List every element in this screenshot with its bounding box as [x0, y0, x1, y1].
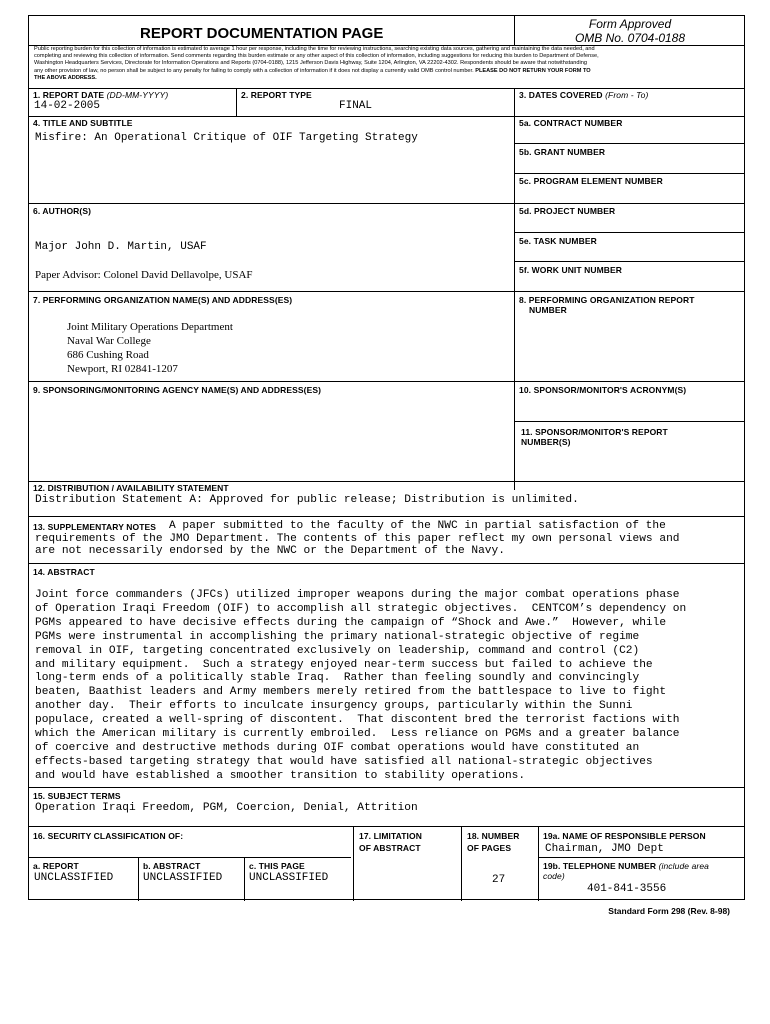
abstract-line: of coercive and destructive methods during OIF combat operations would have constituted an — [35, 741, 640, 754]
perf-report-label: 8. PERFORMING ORGANIZATION REPORT — [519, 295, 695, 305]
perf-org-line[interactable]: 686 Cushing Road — [67, 349, 149, 361]
performing-org-label: 7. PERFORMING ORGANIZATION NAME(S) AND ADDRESS(ES) — [33, 295, 293, 305]
project-number-label: 5d. PROJECT NUMBER — [519, 206, 616, 216]
dates-covered-hint: (From - To) — [605, 90, 649, 100]
responsible-person-label: 19a. NAME OF RESPONSIBLE PERSON — [543, 831, 706, 841]
report-date-value[interactable]: 14-02-2005 — [34, 100, 101, 112]
abstract-class-value[interactable]: UNCLASSIFIED — [143, 872, 223, 884]
perf-report-label-2: NUMBER — [529, 305, 567, 315]
col-divider — [353, 826, 354, 901]
burden-line: completing and reviewing this collection of information. Send comments regarding this burden estimate or any other aspect of this collection of information, including suggestions for reducing this burden to Department of Defense, — [34, 53, 599, 60]
right-row-rule — [514, 143, 744, 144]
report-documentation-form — [28, 15, 745, 900]
abstract-line: and would have established a smoother transition to stability operations. — [35, 769, 526, 782]
report-type-label: 2. REPORT TYPE — [241, 90, 312, 100]
supp-line[interactable]: A paper submitted to the faculty of the NWC in partial satisfaction of the — [169, 520, 666, 532]
program-element-label: 5c. PROGRAM ELEMENT NUMBER — [519, 176, 663, 186]
title-value[interactable]: Misfire: An Operational Critique of OIF Targeting Strategy — [35, 132, 418, 144]
abstract-line: long-term ends of a politically stable Iraq. Rather than feeling soundly and convincingly — [35, 672, 640, 685]
row-rule — [29, 516, 744, 517]
limitation-label-2: OF ABSTRACT — [359, 843, 421, 853]
right-row-rule — [514, 421, 744, 422]
row-rule — [29, 291, 744, 292]
row-rule — [29, 481, 744, 482]
row-rule — [29, 88, 744, 89]
pages-value[interactable]: 27 — [492, 874, 506, 886]
subject-terms-label: 15. SUBJECT TERMS — [33, 791, 121, 801]
report-date-label-text: 1. REPORT DATE — [33, 90, 105, 100]
right-row-rule — [514, 261, 744, 262]
col-divider — [244, 857, 245, 901]
burden-warning: PLEASE DO NOT RETURN YOUR FORM TO — [475, 67, 591, 74]
responsible-person-value[interactable]: Chairman, JMO Dept — [545, 843, 664, 855]
limitation-label: 17. LIMITATION — [359, 831, 422, 841]
grant-number-label: 5b. GRANT NUMBER — [519, 147, 606, 157]
col-divider — [538, 826, 539, 901]
form-approved-text: Form Approved — [588, 17, 672, 31]
burden-line — [34, 75, 742, 82]
row-rule — [29, 826, 744, 827]
perf-org-line[interactable]: Joint Military Operations Department — [67, 321, 233, 333]
phone-hint-2 — [543, 871, 565, 881]
abstract-line: PGMs were instrumental in accomplishing the primary national-strategic objective of regime — [35, 630, 640, 643]
omb-number: OMB No. 0704-0188 — [574, 31, 686, 45]
abstract-line: and military equipment. Such a strategy enjoyed near-term success but failed to achieve the — [35, 658, 653, 671]
pages-label: 18. NUMBER — [467, 831, 520, 841]
row-rule — [29, 787, 744, 788]
right-row-rule — [514, 232, 744, 233]
abstract-line: of Operation Iraqi Freedom (OIF) to accomplish all strategic objectives. CENTCOM’s dependency on — [35, 602, 687, 615]
pages-label-2: OF PAGES — [467, 843, 512, 853]
phone-hint: (include area — [658, 861, 710, 871]
supp-line[interactable]: requirements of the JMO Department. The contents of this paper reflect my own personal views and — [35, 533, 680, 545]
title-subtitle-label: 4. TITLE AND SUBTITLE — [33, 118, 133, 128]
burden-warning: THE ABOVE ADDRESS. — [34, 74, 97, 81]
perf-org-line[interactable]: Newport, RI 02841-1207 — [67, 363, 178, 375]
abstract-line: populace, created a well-spring of discontent. That discontent bred the terrorist factions with — [35, 714, 680, 727]
abstract-line: effects-based targeting strategy that would have satisfied all national-strategic objectives — [35, 755, 653, 768]
abstract-text[interactable] — [35, 589, 741, 784]
phone-label-text: 19b. TELEPHONE NUMBER — [543, 861, 657, 871]
report-date-label — [33, 90, 168, 100]
security-classification-label: 16. SECURITY CLASSIFICATION OF: — [33, 831, 184, 841]
page-class-value[interactable]: UNCLASSIFIED — [249, 872, 329, 884]
advisor-value[interactable]: Paper Advisor: Colonel David Dellavolpe, USAF — [35, 269, 253, 281]
report-date-hint: (DD-MM-YYYY) — [106, 90, 169, 100]
author-value[interactable]: Major John D. Martin, USAF — [35, 241, 207, 253]
subject-terms-value[interactable]: Operation Iraqi Freedom, PGM, Coercion, Denial, Attrition — [35, 802, 418, 814]
row-rule — [29, 116, 744, 117]
dates-covered-label-text: 3. DATES COVERED — [519, 90, 603, 100]
phone-row-rule — [538, 857, 744, 858]
row-rule — [29, 563, 744, 564]
phone-hint-code: code) — [543, 871, 565, 881]
burden-statement — [34, 46, 742, 82]
distribution-value[interactable]: Distribution Statement A: Approved for public release; Distribution is unlimited. — [35, 494, 579, 506]
sponsor-acronym-label: 10. SPONSOR/MONITOR'S ACRONYM(S) — [519, 385, 687, 395]
sponsor-agency-label: 9. SPONSORING/MONITORING AGENCY NAME(S) AND ADDRESS(ES) — [33, 385, 322, 395]
abstract-line: which the American military is currently embroiled. Less reliance on PGMs and a greater balance — [35, 728, 680, 741]
col-divider — [138, 857, 139, 901]
abstract-label: 14. ABSTRACT — [33, 567, 95, 577]
contract-number-label: 5a. CONTRACT NUMBER — [519, 118, 623, 128]
row-rule — [29, 381, 744, 382]
task-number-label: 5e. TASK NUMBER — [519, 236, 597, 246]
report-class-label: a. REPORT — [33, 861, 79, 871]
report-class-value[interactable]: UNCLASSIFIED — [34, 872, 114, 884]
authors-label: 6. AUTHOR(S) — [33, 206, 92, 216]
burden-line — [34, 68, 742, 75]
supplementary-notes-label: 13. SUPPLEMENTARY NOTES — [33, 522, 157, 532]
dates-covered-label — [519, 90, 648, 100]
work-unit-label: 5f. WORK UNIT NUMBER — [519, 265, 623, 275]
class-row-rule — [29, 857, 351, 858]
abstract-line: PGMs appeared to have decisive effects during the campaign of “Shock and Awe.” However, while — [35, 616, 667, 629]
abstract-class-label: b. ABSTRACT — [143, 861, 201, 871]
report-type-value[interactable]: FINAL — [339, 100, 373, 112]
right-col-divider — [514, 88, 515, 490]
abstract-line: removal in OIF, targeting concentrated exclusively on leadership, command and control (C2) — [35, 644, 640, 657]
sponsor-report-label-2: NUMBER(S) — [521, 437, 571, 447]
phone-value[interactable]: 401-841-3556 — [587, 883, 667, 895]
col-divider — [236, 88, 237, 116]
right-row-rule — [514, 173, 744, 174]
supp-line[interactable]: are not necessarily endorsed by the NWC or the Department of the Navy. — [35, 545, 505, 557]
perf-org-line[interactable]: Naval War College — [67, 335, 151, 347]
abstract-line: beaten, Baathist leaders and Army members merely retired from the battlespace to live to fight — [35, 686, 667, 699]
burden-line: Washington Headquarters Services, Directorate for Information Operations and Reports (0704-0188), 1215 Jefferson Davis Highway, Suite 1204, Arlington, VA 22202-4302. Respondents should be aware that notwithstanding — [34, 60, 587, 67]
abstract-line: Joint force commanders (JFCs) utilized improper weapons during the major combat operations phase — [35, 589, 680, 601]
page-class-label: c. THIS PAGE — [249, 861, 305, 871]
standard-form-number: Standard Form 298 (Rev. 8-98) — [608, 906, 730, 916]
page-title: REPORT DOCUMENTATION PAGE — [140, 25, 384, 42]
row-rule — [29, 203, 744, 204]
col-divider — [461, 826, 462, 901]
abstract-line: another day. Their efforts to inculcate insurgency groups, particularly within the Sunni — [35, 700, 633, 713]
burden-text: any other provision of law, no person shall be subject to any penalty for failing to comply with a collection of information if it does not display a currently valid OMB control number. — [34, 67, 474, 74]
distribution-label: 12. DISTRIBUTION / AVAILABILITY STATEMENT — [33, 483, 229, 493]
burden-line: Public reporting burden for this collection of information is estimated to average 1 hour per response, including the time for reviewing instructions, searching existing data sources, gathering and maintaining the data needed, and — [34, 46, 595, 52]
phone-label — [543, 861, 709, 871]
sponsor-report-label: 11. SPONSOR/MONITOR'S REPORT — [521, 427, 668, 437]
